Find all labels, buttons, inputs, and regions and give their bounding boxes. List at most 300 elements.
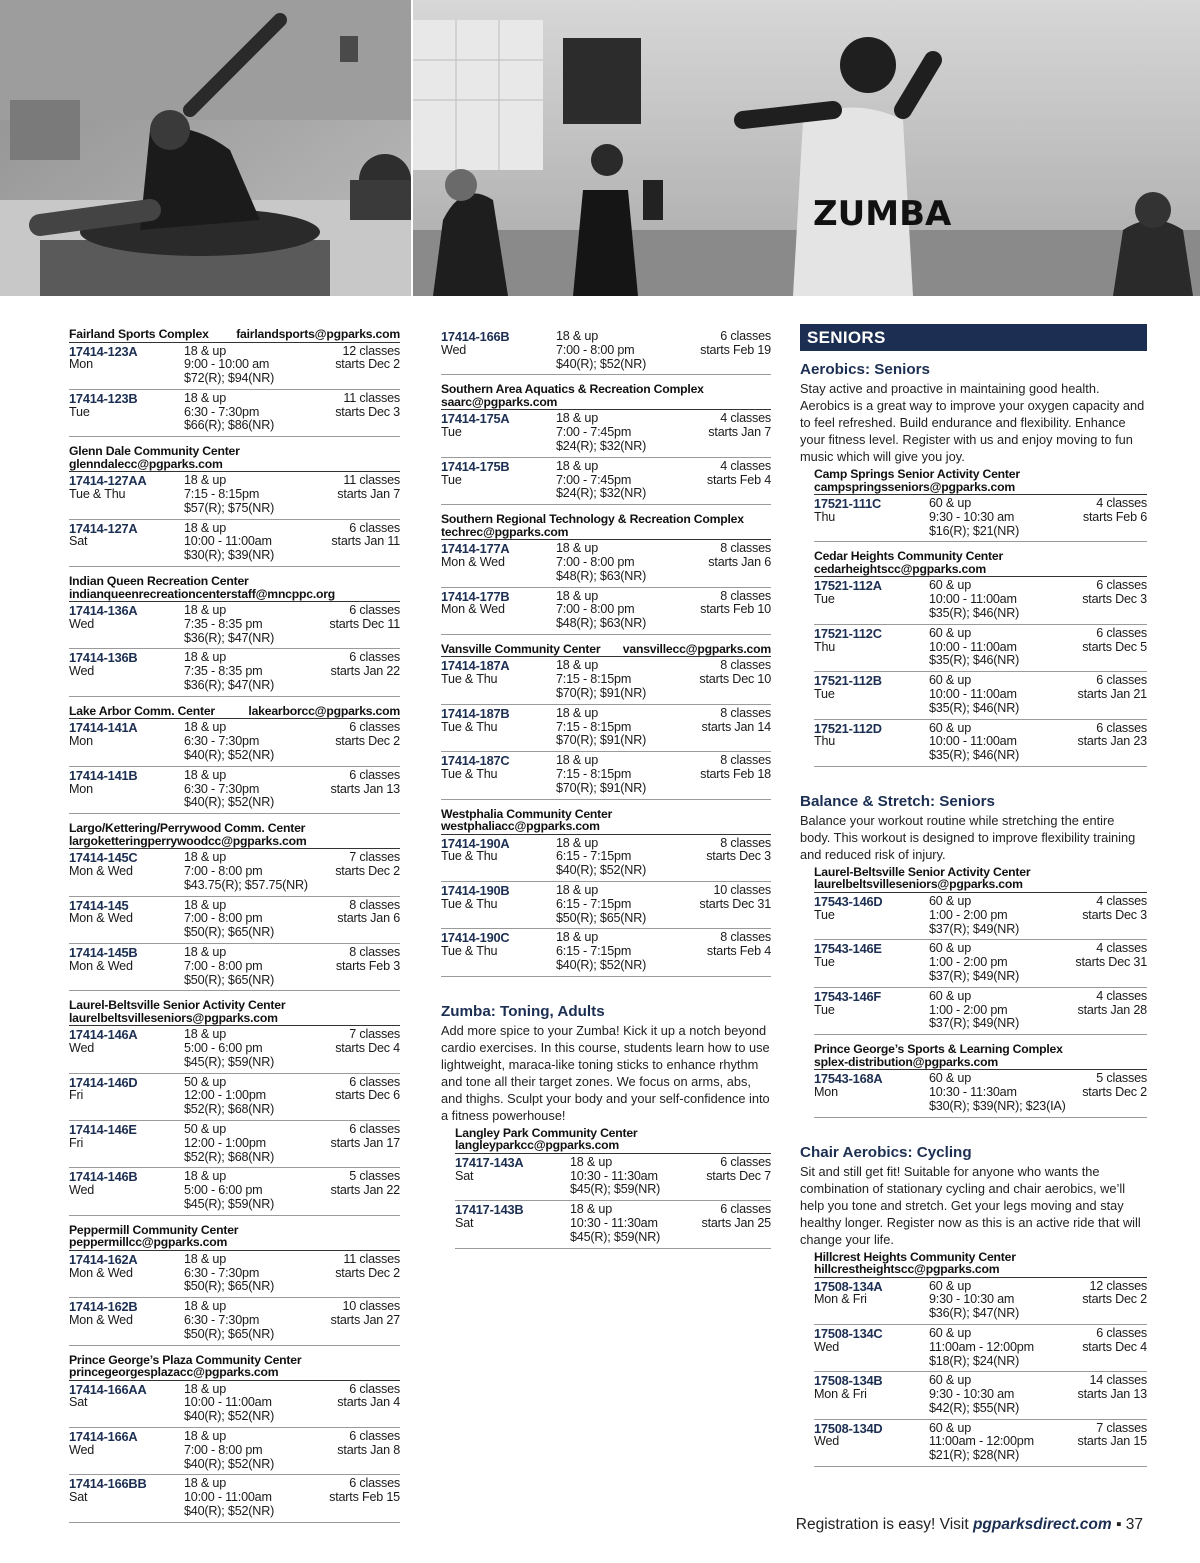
class-day: Mon & Wed xyxy=(69,911,133,926)
block-venue xyxy=(814,866,1147,1035)
class-code-cell xyxy=(441,659,556,700)
class-code: 17414-145B xyxy=(69,944,138,960)
venue-email[interactable]: lakearborcc@pgparks.com xyxy=(248,703,400,718)
class-code: 17414-127AA xyxy=(69,473,147,489)
class-age: 18 & up xyxy=(184,944,227,959)
class-time: 9:30 - 10:30 am xyxy=(929,1292,1015,1307)
class-code: 17417-143A xyxy=(455,1154,524,1170)
class-code-cell xyxy=(69,392,184,433)
class-time: 7:00 - 7:45pm xyxy=(556,472,632,487)
class-age: 60 & up xyxy=(929,1420,972,1435)
class-code-cell xyxy=(814,1280,929,1321)
class-code-cell xyxy=(441,590,556,631)
venue-header xyxy=(814,1035,1147,1070)
section-description: Sit and still get fit! Suitable for anyone who wants the combination of stationary cycling and chair aerobics, we’ll help you tone and stretch. Get your legs moving and stay healthy longer. Register now as this is an active ride that will change your life. xyxy=(800,1163,1141,1247)
class-count: 8 classes xyxy=(720,705,771,720)
venue-header xyxy=(69,814,400,849)
class-code: 17521-112B xyxy=(814,673,882,689)
class-details-cell xyxy=(929,1374,1077,1415)
section-title: Zumba: Toning, Adults xyxy=(441,1002,605,1020)
class-start: starts Jan 13 xyxy=(1077,1387,1147,1402)
venue-header xyxy=(69,1216,400,1251)
class-count-cell xyxy=(1082,1280,1147,1321)
class-row xyxy=(814,672,1147,719)
class-details-cell xyxy=(184,604,329,645)
class-day: Fri xyxy=(69,1135,84,1150)
class-day: Mon & Wed xyxy=(441,554,505,569)
class-row xyxy=(441,540,771,587)
class-code-cell xyxy=(69,1383,184,1424)
class-fee: $45(R); $59(NR) xyxy=(570,1229,661,1244)
venue-email[interactable]: westphaliacc@pgparks.com xyxy=(441,819,600,834)
class-start: starts Jan 28 xyxy=(1077,1002,1147,1017)
class-code-cell xyxy=(69,1028,184,1069)
venue-name: Laurel-Beltsville Senior Activity Center xyxy=(69,998,286,1013)
class-start: starts Dec 2 xyxy=(335,734,400,749)
class-row xyxy=(441,835,771,882)
class-count: 10 classes xyxy=(713,883,771,898)
class-count-cell xyxy=(707,460,771,501)
class-code-cell xyxy=(814,1374,929,1415)
class-time: 9:30 - 10:30 am xyxy=(929,1387,1015,1402)
class-code: 17414-145 xyxy=(69,897,129,913)
column-2 xyxy=(441,328,771,1249)
class-code: 17414-177A xyxy=(441,541,510,557)
class-age: 18 & up xyxy=(556,705,599,720)
class-code: 17521-112A xyxy=(814,578,882,594)
class-details-cell xyxy=(184,851,335,892)
class-code-cell xyxy=(814,674,929,715)
class-details-cell xyxy=(556,884,699,925)
class-count-cell xyxy=(1077,722,1147,763)
venue-name: Peppermill Community Center xyxy=(69,1222,239,1237)
section-title: Aerobics: Seniors xyxy=(800,361,930,378)
venue-email[interactable]: techrec@pgparks.com xyxy=(441,524,569,539)
class-age: 18 & up xyxy=(184,603,227,618)
class-time: 6:30 - 7:30pm xyxy=(184,1313,260,1328)
class-details-cell xyxy=(184,769,330,810)
class-age: 18 & up xyxy=(184,520,227,535)
class-code: 17414-162B xyxy=(69,1299,138,1315)
class-code: 17508-134D xyxy=(814,1420,883,1436)
class-fee: $70(R); $91(NR) xyxy=(556,733,647,748)
class-fee: $45(R); $59(NR) xyxy=(184,1054,275,1069)
class-time: 7:15 - 8:15pm xyxy=(556,719,632,734)
block-venue xyxy=(69,437,400,567)
class-start: starts Dec 5 xyxy=(1082,639,1147,654)
class-code: 17417-143B xyxy=(455,1202,524,1218)
class-count: 6 classes xyxy=(1096,1325,1147,1340)
class-details-cell xyxy=(184,1300,330,1341)
class-code: 17414-136B xyxy=(69,650,138,666)
class-start: starts Feb 18 xyxy=(700,767,771,782)
class-count: 6 classes xyxy=(349,520,400,535)
class-count: 11 classes xyxy=(343,473,400,488)
class-start: starts Jan 21 xyxy=(1077,686,1147,701)
block-venue xyxy=(814,542,1147,767)
class-fee: $36(R); $47(NR) xyxy=(929,1306,1020,1321)
class-details-cell xyxy=(184,1253,335,1294)
class-count-cell xyxy=(337,474,400,515)
class-code-cell xyxy=(814,722,929,763)
class-start: starts Feb 15 xyxy=(329,1490,400,1505)
class-time: 7:15 - 8:15pm xyxy=(556,672,632,687)
class-start: starts Jan 22 xyxy=(330,1183,400,1198)
class-code: 17414-141B xyxy=(69,767,138,783)
class-code-cell xyxy=(814,1422,929,1463)
class-row xyxy=(69,1121,400,1168)
class-fee: $16(R); $21(NR) xyxy=(929,523,1020,538)
class-age: 60 & up xyxy=(929,625,972,640)
class-start: starts Feb 4 xyxy=(706,472,771,487)
class-details-cell xyxy=(184,946,336,987)
class-fee: $37(R); $49(NR) xyxy=(929,968,1020,983)
venue-email[interactable]: fairlandsports@pgparks.com xyxy=(236,327,400,341)
class-time: 7:00 - 8:00 pm xyxy=(556,554,635,569)
class-code: 17414-187C xyxy=(441,753,510,769)
class-list xyxy=(441,328,771,375)
class-code-cell xyxy=(69,1123,184,1164)
class-age: 60 & up xyxy=(929,1373,972,1388)
class-code-cell xyxy=(69,899,184,940)
class-code-cell xyxy=(69,1253,184,1294)
class-code: 17414-166AA xyxy=(69,1381,147,1397)
class-age: 18 & up xyxy=(570,1202,613,1217)
class-age: 60 & up xyxy=(929,893,972,908)
class-time: 10:00 - 11:00am xyxy=(929,686,1017,701)
class-fee: $40(R); $52(NR) xyxy=(184,747,275,762)
class-code: 17521-111C xyxy=(814,496,882,511)
class-time: 6:15 - 7:15pm xyxy=(556,849,632,864)
class-fee: $40(R); $52(NR) xyxy=(556,356,647,371)
class-row xyxy=(69,472,400,519)
class-code-cell xyxy=(69,851,184,892)
block-venue xyxy=(69,328,400,437)
class-code-cell xyxy=(69,946,184,987)
class-start: starts Dec 31 xyxy=(699,896,771,911)
class-age: 18 & up xyxy=(556,753,599,768)
class-count: 6 classes xyxy=(720,329,771,343)
class-day: Tue xyxy=(814,1002,835,1017)
class-count: 6 classes xyxy=(1096,673,1147,688)
venue-email[interactable]: cedarheightscc@pgparks.com xyxy=(814,561,986,576)
venue-name: Fairland Sports Complex xyxy=(69,327,209,341)
class-fee: $70(R); $91(NR) xyxy=(556,780,647,795)
class-count: 6 classes xyxy=(349,603,400,618)
class-count: 6 classes xyxy=(349,1122,400,1137)
class-day: Wed xyxy=(441,342,467,357)
class-count-cell xyxy=(330,651,400,692)
class-count: 8 classes xyxy=(349,944,400,959)
venue-header xyxy=(69,567,400,602)
class-age: 50 & up xyxy=(184,1122,227,1137)
class-code-cell xyxy=(69,651,184,692)
class-fee: $40(R); $52(NR) xyxy=(184,1504,275,1519)
class-age: 18 & up xyxy=(184,1169,227,1184)
class-count: 6 classes xyxy=(720,1202,771,1217)
class-time: 7:00 - 8:00 pm xyxy=(184,863,263,878)
class-code-cell xyxy=(455,1203,570,1244)
class-code-cell xyxy=(814,627,929,668)
section-title: Chair Aerobics: Cycling xyxy=(800,1143,972,1161)
class-code: 17543-146E xyxy=(814,941,882,957)
class-count-cell xyxy=(335,851,400,892)
class-code-cell xyxy=(69,1477,184,1518)
venue-header xyxy=(441,800,771,835)
venue-header xyxy=(814,866,1147,893)
class-row xyxy=(69,520,400,567)
class-start: starts Jan 17 xyxy=(330,1135,400,1150)
class-code-cell xyxy=(814,1072,929,1113)
block-venue xyxy=(69,814,400,991)
section-title: Balance & Stretch: Seniors xyxy=(800,792,995,810)
class-code-cell xyxy=(441,884,556,925)
block-venue xyxy=(441,800,771,977)
section-banner: SENIORS xyxy=(800,324,1147,351)
class-time: 12:00 - 1:00pm xyxy=(184,1088,266,1103)
class-details-cell xyxy=(556,330,700,371)
class-count: 6 classes xyxy=(1096,578,1147,593)
class-fee: $40(R); $52(NR) xyxy=(556,958,647,972)
class-age: 60 & up xyxy=(929,1071,972,1086)
class-details-cell xyxy=(184,899,337,940)
class-count-cell xyxy=(335,721,400,762)
venue-header xyxy=(441,505,771,540)
block-section xyxy=(800,361,1147,465)
class-time: 6:30 - 7:30pm xyxy=(184,404,260,419)
class-count: 4 classes xyxy=(720,458,771,473)
class-fee: $21(R); $28(NR) xyxy=(929,1448,1020,1463)
class-row xyxy=(69,1475,400,1522)
class-row xyxy=(814,577,1147,624)
class-day: Thu xyxy=(814,639,836,654)
page-footer xyxy=(796,1516,1143,1534)
class-details-cell xyxy=(929,895,1082,936)
class-age: 18 & up xyxy=(184,473,227,488)
class-row xyxy=(814,988,1147,1035)
block-venue xyxy=(455,1127,771,1249)
class-start: starts Dec 3 xyxy=(1082,592,1147,607)
class-age: 18 & up xyxy=(184,1299,227,1314)
venue-name: Lake Arbor Comm. Center xyxy=(69,703,215,718)
class-code: 17414-146A xyxy=(69,1027,138,1043)
venue-header xyxy=(69,697,400,720)
class-time: 9:00 - 10:00 am xyxy=(184,357,270,372)
class-count: 8 classes xyxy=(720,658,771,673)
venue-header-row xyxy=(69,328,400,341)
class-code-cell xyxy=(455,1156,570,1197)
class-time: 10:30 - 11:30am xyxy=(929,1084,1017,1099)
block-venue xyxy=(441,505,771,635)
class-time: 6:30 - 7:30pm xyxy=(184,1265,260,1280)
class-time: 10:00 - 11:00am xyxy=(929,592,1017,607)
class-time: 7:00 - 8:00 pm xyxy=(184,958,263,973)
footer-text: Registration is easy! Visit xyxy=(795,1516,973,1533)
class-details-cell xyxy=(929,674,1077,715)
class-details-cell xyxy=(929,497,1083,538)
class-time: 9:30 - 10:30 am xyxy=(929,509,1015,524)
class-day: Tue xyxy=(69,404,90,419)
class-count-cell xyxy=(699,884,771,925)
venue-name: Laurel-Beltsville Senior Activity Center xyxy=(814,864,1031,879)
venue-email[interactable]: largoketteringperrywoodcc@pgparks.com xyxy=(69,833,307,848)
venue-name: Prince George’s Plaza Community Center xyxy=(69,1352,302,1367)
venue-email[interactable]: splex-distribution@pgparks.com xyxy=(814,1054,998,1069)
class-fee: $35(R); $46(NR) xyxy=(929,748,1020,763)
class-start: starts Jan 6 xyxy=(337,911,400,926)
class-row xyxy=(69,944,400,991)
venue-email[interactable]: princegeorgesplazacc@pgparks.com xyxy=(69,1365,279,1380)
class-day: Mon & Wed xyxy=(69,1313,133,1328)
class-code: 17414-190A xyxy=(441,835,510,851)
class-count-cell xyxy=(1077,990,1147,1031)
class-age: 18 & up xyxy=(556,458,599,473)
class-count: 8 classes xyxy=(720,930,771,945)
class-details-cell xyxy=(184,1076,335,1117)
class-count: 12 classes xyxy=(1089,1278,1147,1293)
class-code: 17521-112D xyxy=(814,720,882,736)
venue-name: Cedar Heights Community Center xyxy=(814,549,1004,564)
class-fee: $50(R); $65(NR) xyxy=(184,1326,275,1341)
class-start: starts Dec 11 xyxy=(329,616,400,631)
footer-separator: ▪ xyxy=(1111,1516,1126,1533)
venue-email[interactable]: laurelbeltsvilleseniors@pgparks.com xyxy=(69,1010,278,1025)
class-day: Mon & Fri xyxy=(814,1387,867,1402)
class-count: 6 classes xyxy=(349,720,400,735)
class-count-cell xyxy=(1082,1072,1147,1113)
class-start: starts Dec 3 xyxy=(706,849,771,864)
class-code: 17414-146B xyxy=(69,1169,138,1185)
class-start: starts Dec 7 xyxy=(706,1168,771,1183)
venue-email[interactable]: peppermillcc@pgparks.com xyxy=(69,1235,228,1250)
class-code-cell xyxy=(441,837,556,878)
class-code: 17508-134A xyxy=(814,1278,883,1294)
class-row xyxy=(69,1251,400,1298)
class-fee: $57(R); $75(NR) xyxy=(184,500,275,515)
class-code: 17508-134C xyxy=(814,1325,883,1341)
class-day: Mon xyxy=(69,357,93,372)
class-row xyxy=(69,1026,400,1073)
venue-name: Westphalia Community Center xyxy=(441,806,613,821)
class-fee: $30(R); $39(NR) xyxy=(184,548,275,563)
venue-email[interactable]: saarc@pgparks.com xyxy=(441,394,558,409)
venue-header xyxy=(69,1346,400,1381)
class-time: 7:00 - 7:45pm xyxy=(556,425,632,440)
class-count-cell xyxy=(707,931,771,972)
venue-email[interactable]: glenndalecc@pgparks.com xyxy=(69,456,223,471)
class-day: Sat xyxy=(455,1168,474,1183)
class-count-cell xyxy=(700,590,771,631)
class-row xyxy=(814,1325,1147,1372)
block-venue xyxy=(441,635,771,800)
class-age: 18 & up xyxy=(184,850,227,865)
venue-email[interactable]: vansvillecc@pgparks.com xyxy=(622,641,771,656)
class-fee: $36(R); $47(NR) xyxy=(184,630,275,645)
class-row xyxy=(69,767,400,814)
class-count-cell xyxy=(1075,942,1147,983)
class-count-cell xyxy=(701,707,771,748)
class-row xyxy=(441,929,771,976)
class-time: 6:15 - 7:15pm xyxy=(556,896,632,911)
class-code: 17414-177B xyxy=(441,588,510,604)
venue-name: Camp Springs Senior Activity Center xyxy=(814,467,1020,481)
venue-email[interactable]: laurelbeltsvilleseniors@pgparks.com xyxy=(814,877,1023,892)
yoga-stretch-photo xyxy=(0,0,411,296)
class-row xyxy=(814,1278,1147,1325)
class-day: Tue & Thu xyxy=(441,896,498,911)
class-code: 17521-112C xyxy=(814,625,882,641)
class-row xyxy=(441,705,771,752)
class-count: 8 classes xyxy=(720,835,771,850)
class-start: starts Dec 2 xyxy=(335,1265,400,1280)
class-day: Thu xyxy=(814,509,836,524)
venue-email[interactable]: langleyparkcc@pgparks.com xyxy=(455,1138,620,1153)
venue-header-row xyxy=(69,705,400,718)
class-day: Tue xyxy=(814,955,835,970)
class-fee: $50(R); $65(NR) xyxy=(184,1279,275,1294)
class-details-cell xyxy=(184,651,330,692)
class-start: starts Dec 6 xyxy=(335,1088,400,1103)
class-age: 18 & up xyxy=(184,343,227,358)
class-count: 4 classes xyxy=(1096,941,1147,956)
class-age: 60 & up xyxy=(929,496,972,510)
class-start: starts Dec 10 xyxy=(699,672,771,687)
class-count: 8 classes xyxy=(720,588,771,603)
venue-header xyxy=(69,328,400,343)
class-count-cell xyxy=(1077,1374,1147,1415)
footer-site-link[interactable]: pgparksdirect.com xyxy=(972,1516,1112,1533)
class-row xyxy=(441,657,771,704)
class-start: starts Jan 13 xyxy=(330,781,400,796)
class-details-cell xyxy=(184,1477,329,1518)
class-details-cell xyxy=(184,1123,330,1164)
class-count-cell xyxy=(1082,1327,1147,1368)
class-count-cell xyxy=(336,946,400,987)
venue-email[interactable]: campspringsseniors@pgparks.com xyxy=(814,479,1015,494)
class-fee: $37(R); $49(NR) xyxy=(929,1016,1020,1031)
class-fee: $52(R); $68(NR) xyxy=(184,1149,275,1164)
class-start: starts Jan 7 xyxy=(708,425,771,440)
class-time: 10:00 - 11:00am xyxy=(184,534,272,549)
block-section xyxy=(441,1003,771,1124)
class-details-cell xyxy=(184,474,337,515)
class-code: 17414-136A xyxy=(69,603,138,619)
class-fee: $70(R); $91(NR) xyxy=(556,686,647,701)
class-age: 60 & up xyxy=(929,673,972,688)
class-count: 4 classes xyxy=(1096,893,1147,908)
class-count-cell xyxy=(337,1383,400,1424)
class-code: 17508-134B xyxy=(814,1373,883,1389)
class-day: Tue xyxy=(814,907,835,922)
venue-email[interactable]: indianqueenrecreationcenterstaff@mncppc.org xyxy=(69,586,336,601)
class-fee: $50(R); $65(NR) xyxy=(556,910,647,925)
class-details-cell xyxy=(929,990,1077,1031)
venue-email[interactable]: hillcrestheightscc@pgparks.com xyxy=(814,1262,1000,1277)
class-time: 11:00am - 12:00pm xyxy=(929,1339,1034,1354)
class-day: Sat xyxy=(69,1490,88,1505)
class-code-cell xyxy=(69,1300,184,1341)
class-count-cell xyxy=(335,392,400,433)
class-code-cell xyxy=(814,497,929,538)
class-details-cell xyxy=(929,1422,1077,1463)
class-count: 6 classes xyxy=(349,767,400,782)
class-time: 10:00 - 11:00am xyxy=(929,734,1017,749)
class-fee: $40(R); $52(NR) xyxy=(184,1456,275,1471)
class-row xyxy=(69,849,400,896)
class-row xyxy=(69,602,400,649)
class-age: 18 & up xyxy=(570,1154,613,1169)
class-fee: $40(R); $52(NR) xyxy=(184,1409,275,1424)
